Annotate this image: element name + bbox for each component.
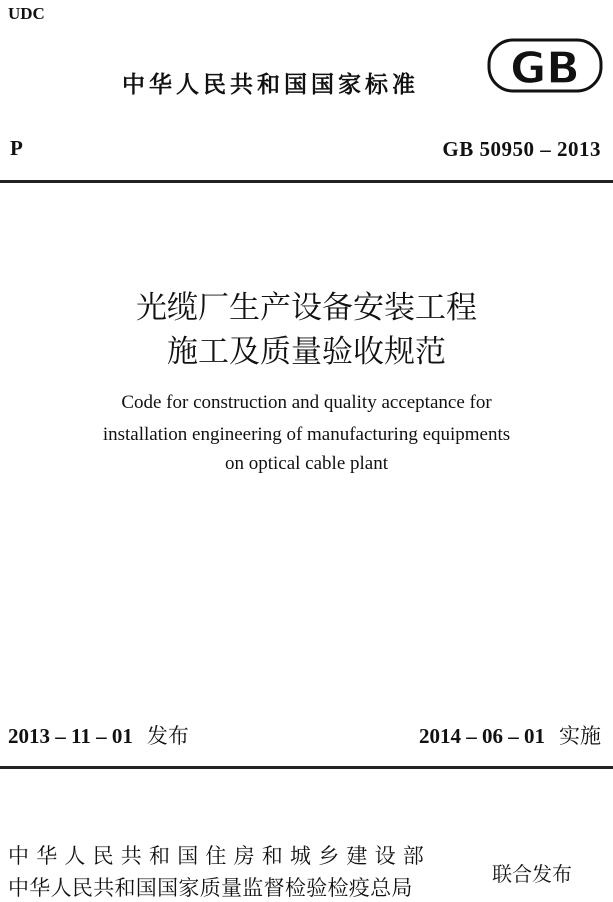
implement-date-block xyxy=(419,720,601,750)
title-en-line-1: Code for construction and quality acceptance for xyxy=(121,392,492,413)
category-code: P xyxy=(10,136,23,160)
implement-date: 2014 – 06 – 01 xyxy=(419,724,545,748)
title-en-line-2: installation engineering of manufacturing equipments xyxy=(102,424,511,445)
national-standard-heading: 中华人民共和国国家标准 xyxy=(122,72,419,98)
udc-label: UDC xyxy=(8,4,45,23)
gb-logo-text: GB xyxy=(510,43,580,93)
title-zh-line-1: 光缆厂生产设备安装工程 xyxy=(136,290,477,326)
gb-logo xyxy=(487,38,603,93)
joint-publish-label: 联合发布 xyxy=(492,862,572,886)
footer-divider xyxy=(0,766,613,769)
title-en-line-3: on optical cable plant xyxy=(224,453,389,474)
issue-date: 2013 – 11 – 01 xyxy=(8,724,133,748)
issue-date-block xyxy=(8,720,189,750)
publisher-line-2: 中华人民共和国国家质量监督检验检疫总局 xyxy=(8,876,413,900)
implement-label: 实施 xyxy=(559,724,601,748)
header-divider xyxy=(0,180,613,183)
issue-label: 发布 xyxy=(146,724,189,748)
publisher-line-1: 中华人民共和国住房和城乡建设部 xyxy=(8,844,431,868)
standard-number: GB 50950 – 2013 xyxy=(442,137,601,161)
title-zh-line-2: 施工及质量验收规范 xyxy=(167,334,446,370)
